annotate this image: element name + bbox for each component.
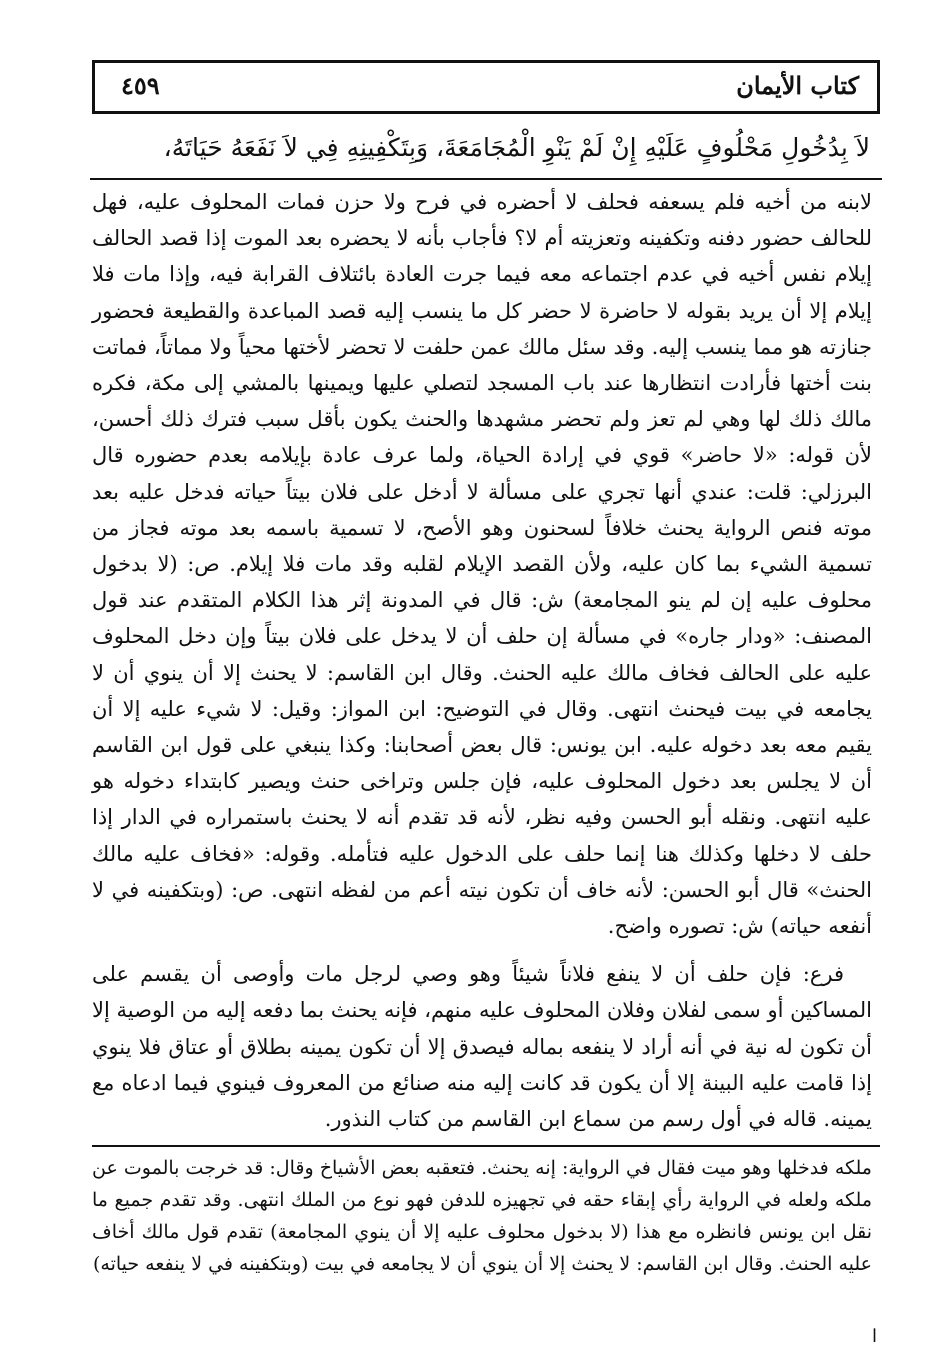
footnote-section — [92, 1152, 872, 1280]
commentary-body — [92, 184, 872, 1137]
matn-line: لاَ بِدُخُولِ مَحْلُوفٍ عَلَيْهِ إِنْ لَمْ يَنْوِ الْمُجَامَعَةَ، وَبِتَكْفِينِهِ فِي لاَ نَفَعَهُ حَيَاتَهُ، — [163, 133, 870, 162]
commentary-paragraph: لابنه من أخيه فلم يسعفه فحلف لا أحضره في فرح ولا حزن فمات المحلوف عليه، فهل للحالف حضور دفنه وتكفينه وتعزيته أم لا؟ فأجاب بأنه لا يحضره بعد الموت إذا قصد الحالف إيلام نفس أخيه في عدم اجتماعه معه فيما جرت العادة بائتلاف القرابة فيه، وإذا مات فلا إيلام إلا أن يريد بقوله لا حاضرة لا حضر كل ما ينسب إليه قصد المباعدة والقطيعة فحضور جنازته هو مما ينسب إليه. وقد سئل مالك عمن حلفت لا تحضر لأختها محياً ولا مماتاً، فماتت بنت أختها فأرادت انتظارها عند باب المسجد لتصلي عليها ويمينها بالمشي إلى مكة، فكره مالك ذلك لها وهي لم تعز ولم تحضر مشهدها والحنث يكون بأقل سبب فترك ذلك أحسن، لأن قوله: «لا حاضر» قوي في إرادة الحياة، ولما عرف عادة بإيلامه بعدم حضوره قال البرزلي: قلت: عندي أنها تجري على مسألة لا أدخل على فلان بيتاً حياته فدخل عليه بعد موته فنص الرواية يحنث خلافاً لسحنون وهو الأصح، لا تسمية باسمه بعد موته فجاز من تسمية الشيء بما كان عليه، ولأن القصد الإيلام لقلبه وقد مات فلا إيلام. ص: (لا بدخول محلوف عليه إن لم ينو المجامعة) ش: قال في المدونة إثر هذا الكلام المتقدم عند قول المصنف: «ودار جاره» في مسألة إن حلف أن لا يدخل على فلان بيتاً وإن دخل المحلوف عليه على الحالف فخاف مالك عليه الحنث. وقال ابن القاسم: لا يحنث إلا أن ينوي أن لا يجامعه في بيت فيحنث انتهى. وقال في التوضيح: ابن المواز: وقيل: لا شيء عليه إلا أن يقيم معه بعد دخوله عليه. ابن يونس: قال بعض أصحابنا: وكذا ينبغي على قول ابن القاسم أن لا يجلس بعد دخول المحلوف عليه، فإن جلس وتراخى حنث ويصير كابتداء دخوله هو عليه انتهى. ونقله أبو الحسن وفيه نظر، لأنه قد تقدم أنه لا يحنث باستمراره في الدار إذا حلف لا دخلها وكذلك هنا إنما حلف على الدخول عليه فتأمله. وقوله: «فخاف عليه مالك الحنث» قال أبو الحسن: لأنه خاف أن تكون نيته أعم من لفظه انتهى. ص: (وبتكفينه في لا أنفعه حياته) ش: تصوره واضح. — [92, 190, 872, 939]
footnote-text: ملكه فدخلها وهو ميت فقال في الرواية: إنه يحنث. فتعقبه بعض الأشياخ وقال: قد خرجت بالموت عن ملكه ولعله في الرواية رأي إبقاء حقه في تجهيزه للدفن فهو نوع من الملك انتهى. وقد تقدم جميع ما نقل ابن يونس فانظره مع هذا (لا بدخول محلوف عليه إلا أن ينوي المجامعة) تقدم قول مالك أخاف عليه الحنث. وقال ابن القاسم: لا يحنث إلا أن ينوي أن لا يجامعه في بيت (وبتكفينه في لا ينفعه حياته) — [92, 1157, 872, 1275]
running-header — [92, 60, 880, 114]
footnote-divider — [92, 1145, 880, 1147]
page-number: ٤٥٩ — [121, 71, 160, 100]
page-mark: ا — [872, 1326, 878, 1347]
commentary-paragraph: فرع: فإن حلف أن لا ينفع فلاناً شيئاً وهو وصي لرجل مات وأوصى أن يقسم على المساكين أو سمى لفلان وفلان المحلوف عليه منهم، فإنه يحنث بما دفعه إليه من الوصية إلا أن تكون له نية في أنه أراد لا ينفعه بماله فيصدق إلا أن تكون يمينه بطلاق أو عتاق فلا ينوي إذا قامت عليه البينة إلا أن يكون قد كانت إليه منه صنائع من المعروف فينوي فيما ادعاه مع يمينه. قاله في أول رسم من سماع ابن القاسم من كتاب النذور. — [92, 962, 872, 1132]
matn-divider — [90, 178, 882, 180]
chapter-title: كتاب الأيمان — [736, 71, 859, 100]
